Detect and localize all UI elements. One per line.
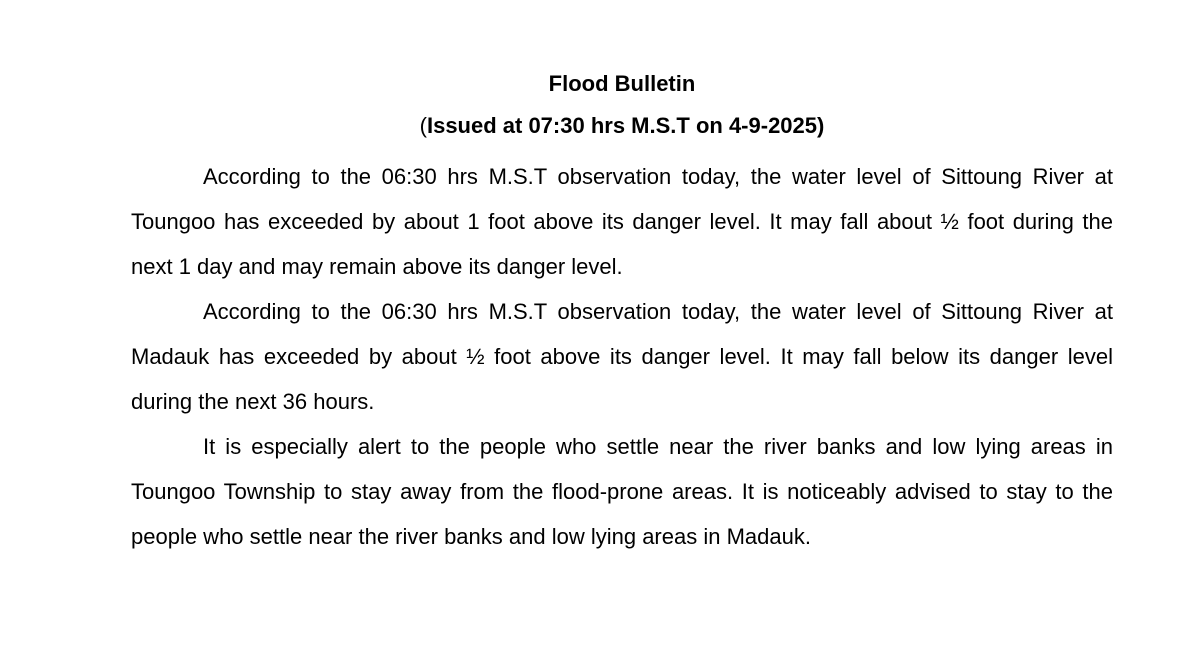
paragraph-advisory: It is especially alert to the people who settle near the river banks and low lying areas in Toungoo Township to stay away from the flood-prone areas. It is noticeably advised to stay to the people who settle near the river banks and low lying areas in Madauk. xyxy=(131,434,1113,549)
bulletin-body xyxy=(131,154,1113,559)
issue-line-open-paren: ( xyxy=(419,113,427,138)
bulletin-document xyxy=(131,68,1113,559)
paragraph-toungoo: According to the 06:30 hrs M.S.T observation today, the water level of Sittoung River at Toungoo has exceeded by about 1 foot above its danger level. It may fall about ½ foot during the next 1 day and may remain above its danger level. xyxy=(131,164,1113,279)
paragraph-madauk: According to the 06:30 hrs M.S.T observation today, the water level of Sittoung River at Madauk has exceeded by about ½ foot above its danger level. It may fall below its danger level during the next 36 hours. xyxy=(131,299,1113,414)
issue-line-text: Issued at 07:30 hrs M.S.T on 4-9-2025) xyxy=(426,113,825,138)
bulletin-title: Flood Bulletin xyxy=(548,71,696,96)
bulletin-issue-line xyxy=(131,110,1113,142)
